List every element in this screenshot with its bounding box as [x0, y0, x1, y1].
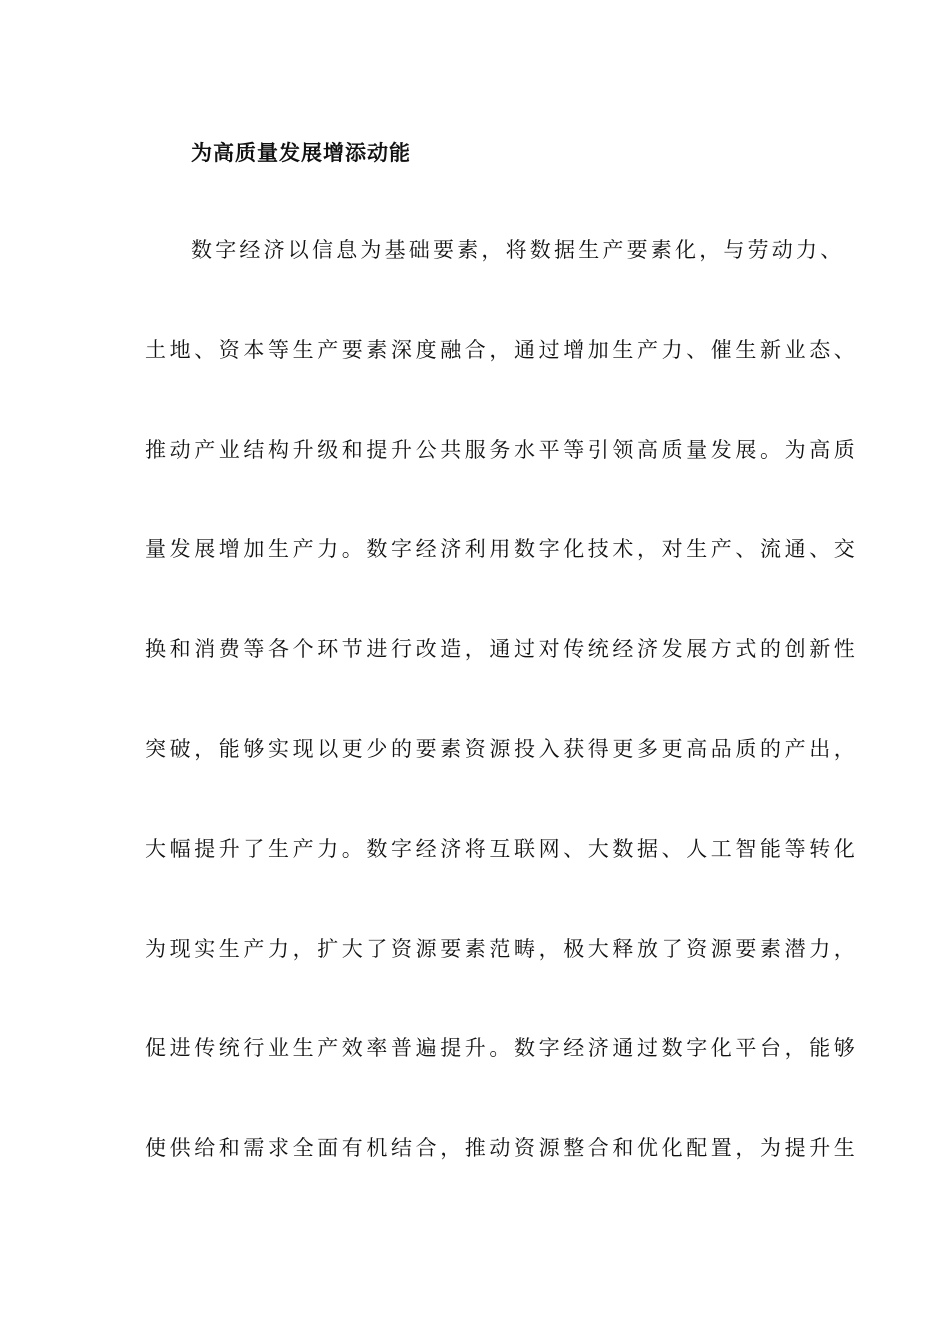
paragraph-line: 促进传统行业生产效率普遍提升。数字经济通过数字化平台，能够: [145, 1036, 859, 1061]
paragraph-line: 使供给和需求全面有机结合，推动资源整合和优化配置，为提升生: [145, 1136, 859, 1161]
paragraph-line: 土地、资本等生产要素深度融合，通过增加生产力、催生新业态、: [145, 337, 859, 362]
paragraph-line: 大幅提升了生产力。数字经济将互联网、大数据、人工智能等转化: [145, 836, 859, 861]
section-heading: 为高质量发展增添动能: [191, 140, 411, 165]
body-paragraph: [145, 230, 859, 1228]
paragraph-line: 推动产业结构升级和提升公共服务水平等引领高质量发展。为高质: [145, 437, 859, 462]
paragraph-line: 量发展增加生产力。数字经济利用数字化技术，对生产、流通、交: [145, 537, 859, 562]
paragraph-line: 换和消费等各个环节进行改造，通过对传统经济发展方式的创新性: [145, 637, 859, 662]
paragraph-line: 突破，能够实现以更少的要素资源投入获得更多更高品质的产出，: [145, 736, 859, 761]
paragraph-line: 为现实生产力，扩大了资源要素范畴，极大释放了资源要素潜力，: [145, 936, 859, 961]
paragraph-line: 数字经济以信息为基础要素，将数据生产要素化，与劳动力、: [191, 238, 845, 262]
